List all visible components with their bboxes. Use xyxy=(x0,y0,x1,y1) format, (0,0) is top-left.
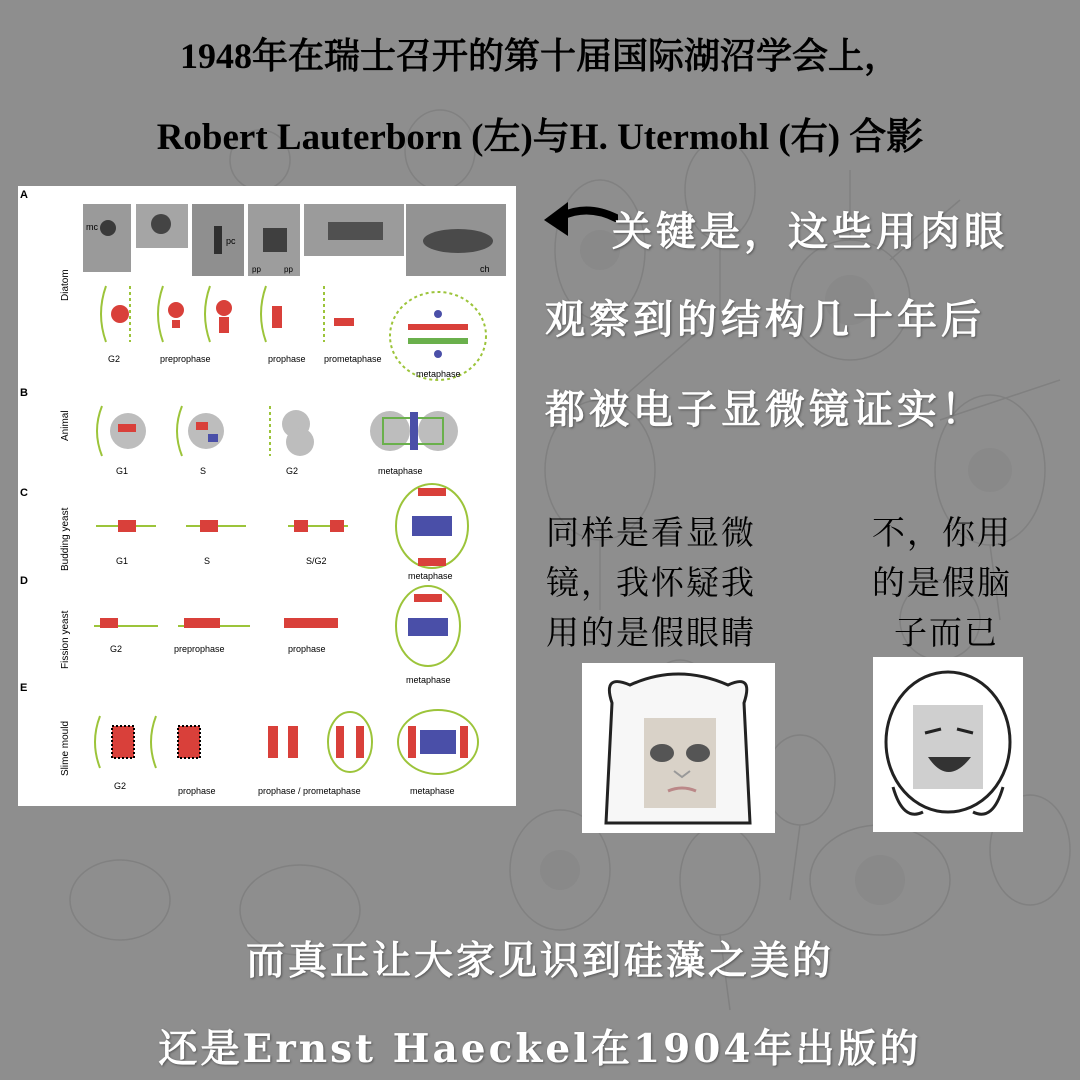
meme-left-line-2: 镜，我怀疑我 xyxy=(546,563,756,602)
callout-line-1: 关键是，这些用肉眼 xyxy=(612,208,1008,255)
left-arrow-icon xyxy=(538,196,618,246)
meme-right-line-1: 不，你用 xyxy=(872,513,1012,552)
panel-letter-c: C xyxy=(20,487,28,499)
micrograph-label-mc: mc xyxy=(86,222,98,232)
organism-label-fission-yeast: Fission yeast xyxy=(60,610,71,669)
meme-right-line-3: 子而已 xyxy=(894,613,999,652)
organism-label-budding-yeast: Budding yeast xyxy=(60,507,71,571)
stage-label-fission-preprophase: preprophase xyxy=(174,644,225,654)
stage-label-fission-metaphase: metaphase xyxy=(406,675,451,685)
meme-right-caption xyxy=(872,508,1012,658)
organism-label-diatom: Diatom xyxy=(60,269,71,301)
callout-line-2: 观察到的结构几十年后 xyxy=(545,296,985,343)
footer-line-2: 还是Ernst Haeckel在1904年出版的 xyxy=(158,1026,922,1072)
micrograph-label-ch: ch xyxy=(480,264,490,274)
stage-label-slime-prometaphase: prophase / prometaphase xyxy=(258,786,361,796)
stage-label-slime-metaphase: metaphase xyxy=(410,786,455,796)
panel-letter-a: A xyxy=(20,189,28,201)
stage-label-budding-g1: G1 xyxy=(116,556,129,566)
stage-label-budding-s: S xyxy=(204,556,211,566)
stage-label-diatom-prophase: prophase xyxy=(268,354,306,364)
stage-label-fission-prophase: prophase xyxy=(288,644,326,654)
micrograph-label-pp-1: pp xyxy=(252,265,261,274)
stage-label-slime-g2: G2 xyxy=(114,781,127,791)
callout-line-3: 都被电子显微镜证实！ xyxy=(545,386,985,433)
stage-label-budding-metaphase: metaphase xyxy=(408,571,453,581)
organism-label-slime-mould: Slime mould xyxy=(60,720,71,776)
footer-line-1: 而真正让大家见识到硅藻之美的 xyxy=(245,938,834,984)
header-line-1: 1948年在瑞士召开的第十届国际湖沼学会上， xyxy=(179,36,900,76)
stage-label-animal-metaphase: metaphase xyxy=(378,466,423,476)
stage-label-diatom-preprophase: preprophase xyxy=(160,354,211,364)
stage-label-animal-s: S xyxy=(200,466,207,476)
panel-letter-e: E xyxy=(20,682,28,694)
mitosis-figure xyxy=(18,186,516,806)
micrograph-label-pp-2: pp xyxy=(284,265,293,274)
stage-label-diatom-metaphase: metaphase xyxy=(416,369,461,379)
stage-label-slime-prophase: prophase xyxy=(178,786,216,796)
stage-label-diatom-g2: G2 xyxy=(108,354,121,364)
meme-right-line-2: 的是假脑 xyxy=(872,563,1012,602)
stage-label-animal-g1: G1 xyxy=(116,466,129,476)
meme-left-line-1: 同样是看显微 xyxy=(546,513,756,552)
stage-label-budding-sg2: S/G2 xyxy=(306,556,327,566)
panel-letter-d: D xyxy=(20,575,28,587)
panel-letter-b: B xyxy=(20,387,28,399)
organism-label-animal: Animal xyxy=(60,410,71,441)
stage-label-diatom-prometaphase: prometaphase xyxy=(324,354,382,364)
header-line-2: Robert Lauterborn (左)与H. Utermohl (右) 合影 xyxy=(156,117,924,158)
meme-bear-face-image xyxy=(582,663,775,833)
stage-label-animal-g2: G2 xyxy=(286,466,299,476)
micrograph-label-pc: pc xyxy=(226,236,236,246)
meme-left-caption xyxy=(546,508,756,658)
meme-left-line-3: 用的是假眼睛 xyxy=(546,613,756,652)
meme-laughing-face-image xyxy=(873,657,1023,832)
stage-label-fission-g2: G2 xyxy=(110,644,123,654)
